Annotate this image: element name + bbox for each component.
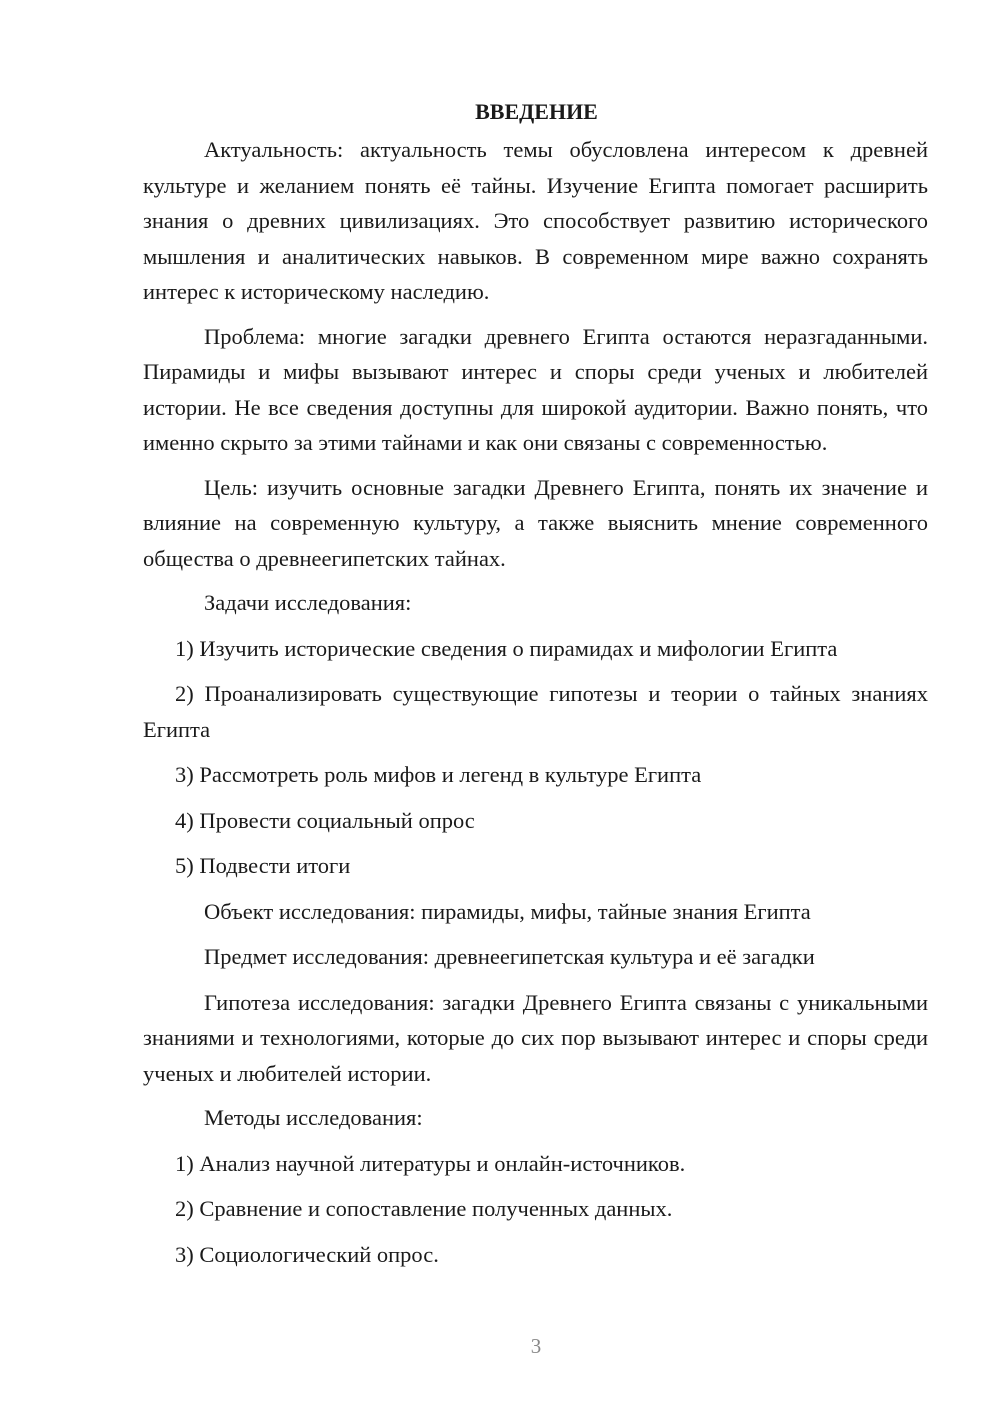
subject-paragraph: Предмет исследования: древнеегипетская культура и её загадки [204, 944, 815, 969]
method-item-2: 2) Сравнение и сопоставление полученных данных. [175, 1196, 673, 1221]
task-item-2: 2) Проанализировать существующие гипотезы и теории о тайных знаниях Египта [143, 681, 928, 742]
problem-paragraph: Проблема: многие загадки древнего Египта остаются неразгаданными. Пирамиды и мифы вызывают интерес и споры среди ученых и любителей истории. Не все сведения доступны для широкой аудитории. Важно понять, что именно скрыто за этими тайнами и как они связаны с современностью. [143, 323, 928, 455]
page-title: ВВЕДЕНИЕ [475, 99, 598, 124]
method-item-1: 1) Анализ научной литературы и онлайн-источников. [175, 1150, 686, 1176]
task-item-5: 5) Подвести итоги [175, 853, 351, 878]
object-paragraph: Объект исследования: пирамиды, мифы, тайные знания Египта [204, 898, 811, 924]
relevance-paragraph: Актуальность: актуальность темы обусловлена интересом к древней культуре и желанием понять её тайны. Изучение Египта помогает расширить знания о древних цивилизациях. Это способствует развитию исторического мышления и аналитических навыков. В современном мире важно сохранять интерес к историческому наследию. [143, 137, 928, 304]
methods-heading: Методы исследования: [204, 1105, 423, 1130]
task-item-4: 4) Провести социальный опрос [175, 807, 475, 833]
page-number: 3 [530, 1334, 542, 1358]
page-content [143, 97, 928, 1282]
task-item-1: 1) Изучить исторические сведения о пирамидах и мифологии Египта [175, 635, 838, 661]
method-item-3: 3) Социологический опрос. [175, 1241, 439, 1267]
tasks-heading: Задачи исследования: [204, 590, 412, 615]
hypothesis-paragraph: Гипотеза исследования: загадки Древнего Египта связаны с уникальными знаниями и технологиями, которые до сих пор вызывают интерес и споры среди ученых и любителей истории. [143, 989, 928, 1086]
goal-paragraph: Цель: изучить основные загадки Древнего Египта, понять их значение и влияние на современную культуру, а также выяснить мнение современного общества о древнеегипетских тайнах. [143, 474, 928, 571]
task-item-3: 3) Рассмотреть роль мифов и легенд в культуре Египта [175, 762, 702, 787]
